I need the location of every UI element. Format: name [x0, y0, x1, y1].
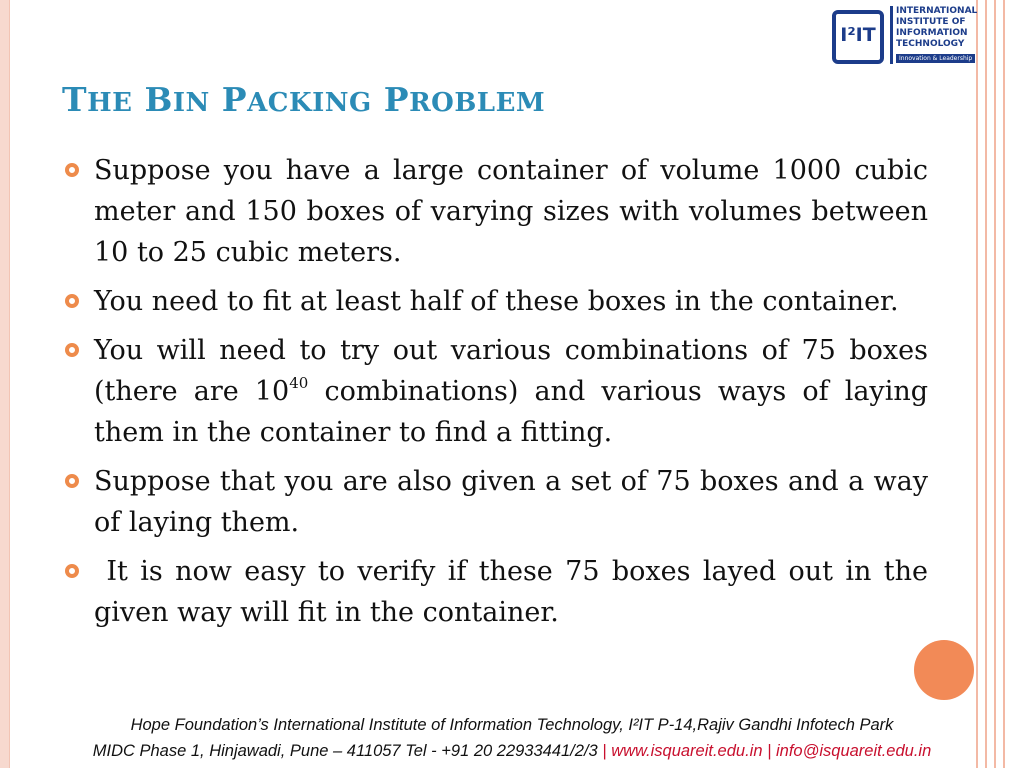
logo-mark-text: I²IT — [840, 24, 876, 46]
bullet-ring-icon — [65, 163, 79, 177]
bullet-ring-icon — [65, 294, 79, 308]
bullet-item — [62, 330, 928, 453]
title-word: THE — [62, 80, 133, 119]
institute-logo — [826, 6, 976, 68]
bullet-ring-icon — [65, 343, 79, 357]
title-word: PROBLEM — [383, 80, 546, 119]
bullet-item — [62, 281, 928, 322]
bullet-item — [62, 551, 937, 633]
left-border — [0, 0, 10, 768]
footer-address-line2: MIDC Phase 1, Hinjawadi, Pune – 411057 Tel - +91 20 22933441/2/3 | www.isquareit.edu.in | info@isquareit.edu.in — [92, 742, 932, 760]
bullet-ring-icon — [65, 474, 79, 488]
bullet-item — [62, 150, 928, 273]
slide-title — [62, 80, 545, 119]
footer — [0, 712, 1024, 764]
bullet-ring-icon — [65, 564, 79, 578]
decorative-circle — [914, 640, 974, 700]
logo-mark — [832, 10, 884, 64]
email-link[interactable]: info@isquareit.edu.in — [776, 742, 932, 760]
right-border — [972, 0, 1024, 768]
bullet-text: Suppose that you are also given a set of 75 boxes and a way of laying them. — [94, 466, 928, 538]
bullet-text: Suppose you have a large container of volume 1000 cubic meter and 150 boxes of varying sizes with volumes between 10 to 25 cubic meters. — [94, 155, 928, 268]
website-link[interactable]: www.isquareit.edu.in — [611, 742, 763, 760]
bullet-item — [62, 461, 928, 543]
bullet-list — [62, 150, 937, 641]
title-word: BIN — [144, 80, 210, 119]
bullet-text: You need to fit at least half of these boxes in the container. — [94, 286, 899, 317]
title-word: PACKING — [221, 80, 372, 119]
bullet-text: It is now easy to verify if these 75 boxes layed out in the given way will fit in the container. — [94, 556, 937, 628]
logo-tagline: Innovation & Leadership — [896, 54, 975, 63]
logo-name: INTERNATIONAL INSTITUTE OF INFORMATION TECHNOLOGY — [896, 6, 978, 49]
bullet-text: You will need to try out various combinations of 75 boxes (there are $10^{40}$ combinations) and various ways of laying them in the container to find a fitting. — [94, 335, 928, 448]
exponent: 40 — [289, 374, 309, 392]
footer-address-line1: Hope Foundation’s International Institute of Information Technology, I²IT P-14,Rajiv Gandhi Infotech Park — [130, 716, 894, 734]
